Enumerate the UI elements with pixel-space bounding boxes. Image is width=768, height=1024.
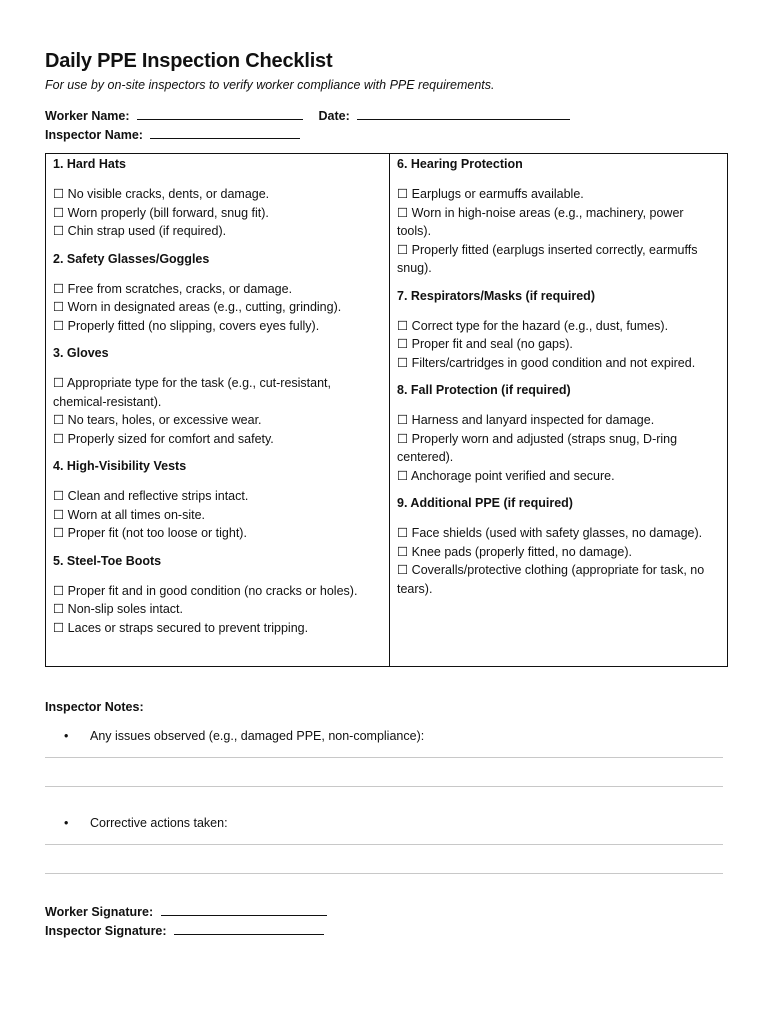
checklist-item[interactable]: ☐ Free from scratches, cracks, or damage. xyxy=(53,281,293,296)
checklist-item[interactable]: ☐ Face shields (used with safety glasses, no damage). xyxy=(397,526,703,540)
worker-name-label: Worker Name: xyxy=(45,109,130,123)
checklist-item[interactable]: ☐ Knee pads (properly fitted, no damage). xyxy=(397,544,632,559)
checklist-item[interactable]: ☐ Correct type for the hazard (e.g., dust, fumes). xyxy=(397,318,669,333)
checklist-section xyxy=(53,345,382,448)
section-title: 9. Additional PPE (if required) xyxy=(397,496,573,510)
checklist-section xyxy=(397,288,720,373)
bullet-icon: • xyxy=(64,729,69,743)
checklist-item[interactable]: ☐ Properly worn and adjusted (straps snug, D-ring centered). xyxy=(397,431,678,464)
checklist-item[interactable]: ☐ Worn in designated areas (e.g., cutting, grinding). xyxy=(53,300,342,314)
worker-signature-field[interactable] xyxy=(161,903,327,916)
checklist-item[interactable]: ☐ No visible cracks, dents, or damage. xyxy=(53,187,270,201)
section-title: 4. High-Visibility Vests xyxy=(53,459,187,473)
section-title: 3. Gloves xyxy=(53,346,109,360)
checklist-section xyxy=(53,251,382,336)
checklist-item[interactable]: ☐ Earplugs or earmuffs available. xyxy=(397,187,584,201)
worker-signature-label: Worker Signature: xyxy=(45,905,154,919)
inspector-signature-label: Inspector Signature: xyxy=(45,924,167,938)
checklist-item[interactable]: ☐ Properly fitted (earplugs inserted correctly, earmuffs snug). xyxy=(397,242,698,275)
checklist-section xyxy=(53,458,382,543)
page-title: Daily PPE Inspection Checklist xyxy=(45,50,333,72)
checklist-item[interactable]: ☐ Proper fit and seal (no gaps). xyxy=(397,337,573,351)
section-title: 2. Safety Glasses/Goggles xyxy=(53,251,210,266)
checklist-section xyxy=(53,156,382,241)
checklist-section xyxy=(397,382,720,485)
checklist-item[interactable]: ☐ Coveralls/protective clothing (appropriate for task, no tears). xyxy=(397,563,705,596)
worker-name-field[interactable] xyxy=(137,107,303,120)
bullet-icon: • xyxy=(64,816,69,830)
section-title: 8. Fall Protection (if required) xyxy=(397,383,571,397)
issues-line-1[interactable] xyxy=(45,757,723,758)
issues-bullet xyxy=(64,728,424,744)
inspector-signature-field[interactable] xyxy=(174,922,324,935)
inspector-name-field[interactable] xyxy=(150,126,300,139)
page-subtitle: For use by on-site inspectors to verify worker compliance with PPE requirements. xyxy=(45,78,495,92)
checklist-item[interactable]: ☐ Non-slip soles intact. xyxy=(53,602,184,616)
section-title: 6. Hearing Protection xyxy=(397,157,523,171)
checklist-item[interactable]: ☐ Properly fitted (no slipping, covers eyes fully). xyxy=(53,318,320,333)
checklist-item[interactable]: ☐ Worn properly (bill forward, snug fit). xyxy=(53,205,269,220)
worker-signature-row xyxy=(45,903,327,920)
section-title: 7. Respirators/Masks (if required) xyxy=(397,288,595,303)
checklist-item[interactable]: ☐ Anchorage point verified and secure. xyxy=(397,468,615,483)
checklist-item[interactable]: ☐ Worn in high-noise areas (e.g., machinery, power tools). xyxy=(397,205,684,238)
checklist-item[interactable]: ☐ No tears, holes, or excessive wear. xyxy=(53,413,262,427)
actions-prompt: Corrective actions taken: xyxy=(90,816,228,830)
checklist-item[interactable]: ☐ Properly sized for comfort and safety. xyxy=(53,431,274,446)
checklist-right-column xyxy=(390,154,727,666)
checklist-item[interactable]: ☐ Filters/cartridges in good condition and not expired. xyxy=(397,355,696,370)
worker-date-row xyxy=(45,107,570,124)
actions-line-1[interactable] xyxy=(45,844,723,845)
inspector-notes-label: Inspector Notes: xyxy=(45,700,144,714)
checklist-section xyxy=(397,156,720,278)
actions-line-2[interactable] xyxy=(45,873,723,874)
actions-bullet xyxy=(64,815,228,831)
checklist-item[interactable]: ☐ Harness and lanyard inspected for damage. xyxy=(397,413,655,427)
inspector-name-row xyxy=(45,126,300,143)
date-label: Date: xyxy=(318,109,350,123)
section-title: 1. Hard Hats xyxy=(53,157,126,171)
checklist-item[interactable]: ☐ Laces or straps secured to prevent tripping. xyxy=(53,620,309,635)
issues-prompt: Any issues observed (e.g., damaged PPE, non-compliance): xyxy=(90,729,425,743)
checklist-item[interactable]: ☐ Appropriate type for the task (e.g., cut-resistant, chemical-resistant). xyxy=(53,376,332,409)
inspector-name-label: Inspector Name: xyxy=(45,128,143,142)
checklist-item[interactable]: ☐ Proper fit and in good condition (no cracks or holes). xyxy=(53,583,358,598)
checklist-section xyxy=(397,495,720,598)
checklist-item[interactable]: ☐ Clean and reflective strips intact. xyxy=(53,489,249,503)
inspector-signature-row xyxy=(45,922,324,939)
checklist-section xyxy=(53,553,382,638)
checklist-item[interactable]: ☐ Chin strap used (if required). xyxy=(53,224,227,238)
checklist-item[interactable]: ☐ Proper fit (not too loose or tight). xyxy=(53,526,247,540)
checklist-table xyxy=(45,153,728,667)
checklist-left-column xyxy=(46,154,390,666)
date-field[interactable] xyxy=(357,107,570,120)
section-title: 5. Steel-Toe Boots xyxy=(53,553,162,568)
issues-line-2[interactable] xyxy=(45,786,723,787)
checklist-item[interactable]: ☐ Worn at all times on-site. xyxy=(53,507,205,522)
